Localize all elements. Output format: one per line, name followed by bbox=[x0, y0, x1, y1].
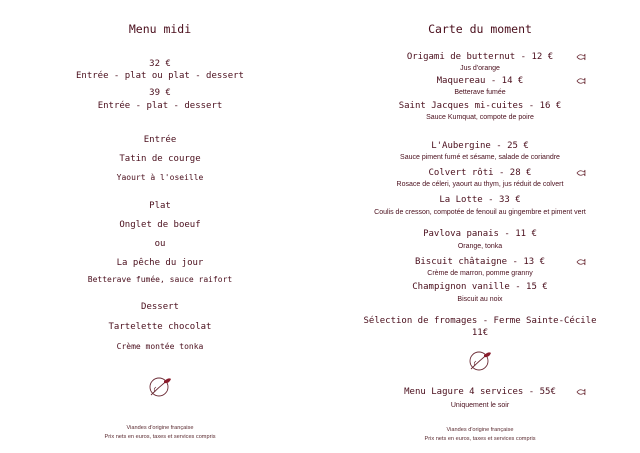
menu-item-description: Biscuit au noix bbox=[457, 296, 503, 303]
dessert-description: Crème montée tonka bbox=[116, 342, 204, 351]
tasting-menu-name: Menu Lagure 4 services - 55€ bbox=[404, 387, 556, 397]
restaurant-logo-icon bbox=[467, 347, 493, 373]
menu-item-description: Jus d'orange bbox=[460, 65, 500, 72]
entree-description: Yaourt à l'oseille bbox=[116, 173, 204, 182]
entree-dish: Tatin de courge bbox=[119, 154, 201, 164]
menu-item bbox=[320, 101, 640, 113]
menu-item bbox=[320, 282, 640, 294]
entree-heading: Entrée bbox=[143, 135, 177, 145]
formula-price-1: 32 € bbox=[149, 59, 171, 69]
formula-price-2: 39 € bbox=[149, 88, 171, 98]
menu-item-name: Biscuit châtaigne - 13 € bbox=[414, 257, 546, 267]
tasting-menu bbox=[320, 387, 640, 399]
menu-item-name: Origami de butternut - 12 € bbox=[406, 52, 554, 62]
lunch-menu-title: Menu midi bbox=[128, 22, 192, 36]
menu-item bbox=[320, 76, 640, 88]
plat-dish-2: La pêche du jour bbox=[116, 258, 204, 268]
plat-dish-1: Onglet de boeuf bbox=[119, 220, 201, 230]
footer-origin: Viandes d'origine française bbox=[446, 427, 514, 433]
fish-icon bbox=[576, 387, 586, 397]
menu-item-name: Champignon vanille - 15 € bbox=[412, 282, 548, 292]
tasting-menu-description: Uniquement le soir bbox=[450, 402, 510, 409]
menu-item-name: Maquereau - 14 € bbox=[436, 76, 524, 86]
menu-item-name: Pavlova panais - 11 € bbox=[423, 229, 537, 239]
carte-title: Carte du moment bbox=[428, 22, 532, 36]
fish-icon bbox=[576, 76, 586, 86]
menu-item bbox=[320, 195, 640, 207]
menu-item-name: La Lotte - 33 € bbox=[439, 195, 521, 205]
fish-icon bbox=[576, 257, 586, 267]
menu-item-name: Saint Jacques mi-cuites - 16 € bbox=[398, 101, 562, 111]
menu-item-description: Rosace de céleri, yaourt au thym, jus réduit de colvert bbox=[396, 181, 564, 188]
menu-item-description: Crème de marron, pomme granny bbox=[427, 270, 533, 277]
footer-origin: Viandes d'origine française bbox=[126, 425, 194, 431]
restaurant-logo-icon bbox=[147, 373, 173, 399]
plat-description: Betterave fumée, sauce raifort bbox=[87, 275, 233, 284]
cheese-selection: Sélection de fromages - Ferme Sainte-Cécile bbox=[363, 316, 597, 326]
plat-heading: Plat bbox=[149, 201, 171, 211]
menu-item bbox=[320, 168, 640, 180]
menu-item-description: Orange, tonka bbox=[457, 243, 503, 250]
cheese-price: 11€ bbox=[471, 328, 489, 338]
footer-prices: Prix nets en euros, taxes et services compris bbox=[104, 434, 216, 440]
menu-item-name: Colvert rôti - 28 € bbox=[428, 168, 532, 178]
plat-or: ou bbox=[154, 239, 166, 249]
formula-description-1: Entrée - plat ou plat - dessert bbox=[76, 71, 244, 81]
menu-item-description: Coulis de cresson, compotée de fenouil au gingembre et piment vert bbox=[374, 209, 586, 216]
dessert-dish: Tartelette chocolat bbox=[108, 322, 212, 332]
menu-item bbox=[320, 52, 640, 64]
menu-item-description: Sauce Kumquat, compote de poire bbox=[426, 114, 534, 121]
footer-prices: Prix nets en euros, taxes et services compris bbox=[424, 436, 536, 442]
menu-item bbox=[320, 257, 640, 269]
menu-item bbox=[320, 229, 640, 241]
carte-page bbox=[320, 0, 640, 453]
menu-item-description: Sauce piment fumé et sésame, salade de coriandre bbox=[400, 154, 560, 161]
menu-item-name: L'Aubergine - 25 € bbox=[431, 141, 529, 151]
menu-item bbox=[320, 141, 640, 153]
fish-icon bbox=[576, 168, 586, 178]
fish-icon bbox=[576, 52, 586, 62]
menu-item-description: Betterave fumée bbox=[454, 89, 506, 96]
dessert-heading: Dessert bbox=[141, 302, 179, 312]
formula-description-2: Entrée - plat - dessert bbox=[97, 101, 223, 111]
